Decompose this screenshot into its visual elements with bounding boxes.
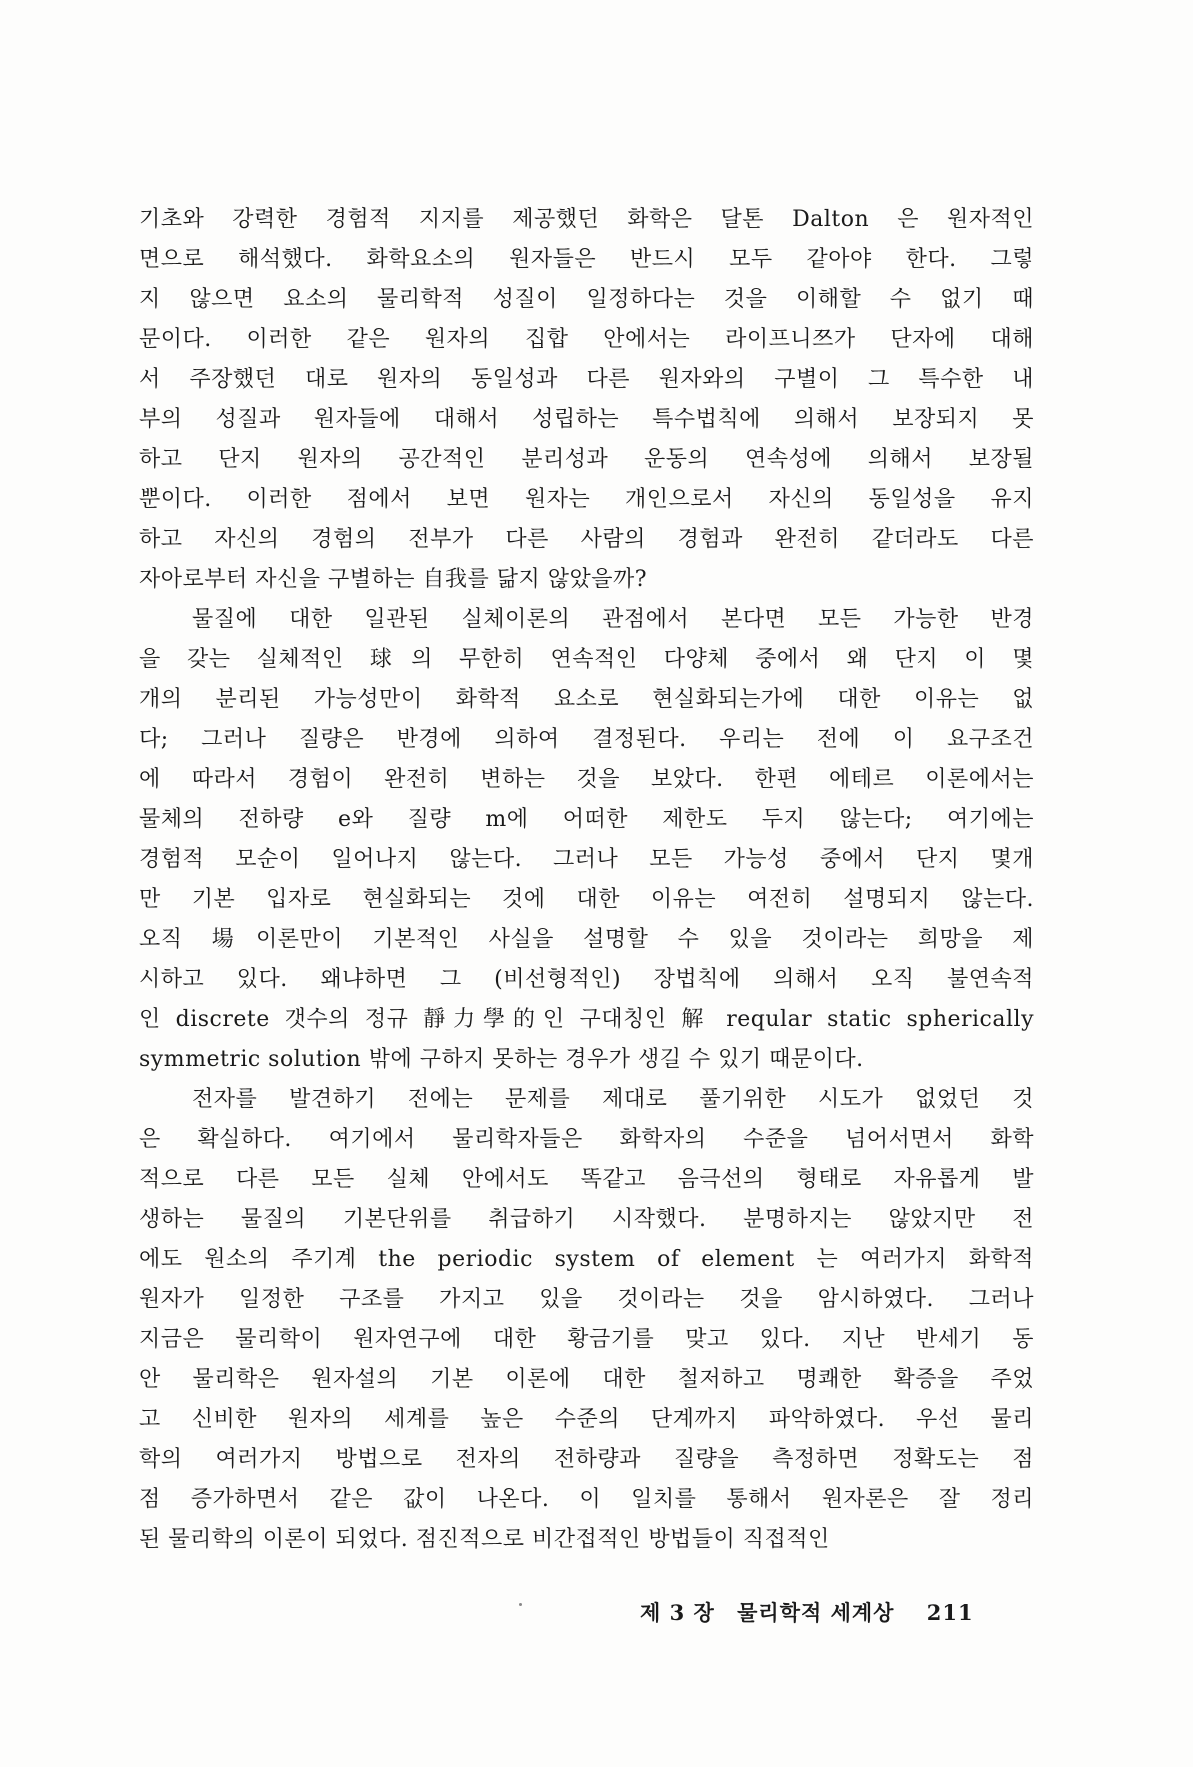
- text-line: 뿐이다. 이러한 점에서 보면 원자는 개인으로서 자신의 동일성을 유지: [139, 487, 1034, 512]
- text-line: 물질에 대한 일관된 실체이론의 관점에서 본다면 모든 가능한 반경: [192, 607, 1034, 632]
- text-line: 기초와 강력한 경험적 지지를 제공했던 화학은 달톤 Dalton 은 원자적인: [139, 207, 1034, 232]
- text-line: 경험적 모순이 일어나지 않는다. 그러나 모든 가능성 중에서 단지 몇개: [139, 847, 1034, 872]
- text-line: 자아로부터 자신을 구별하는 自我를 닮지 않았을까?: [139, 567, 648, 592]
- paragraph: [139, 200, 1034, 600]
- running-footer: [640, 1597, 974, 1627]
- text-line: 다; 그러나 질량은 반경에 의하여 결정된다. 우리는 전에 이 요구조건: [139, 727, 1034, 752]
- text-line: 오직 場이론만이 기본적인 사실을 설명할 수 있을 것이라는 희망을 제: [139, 927, 1034, 952]
- footer-chapter: 제 3 장: [640, 1600, 715, 1625]
- text-line: 점 증가하면서 같은 값이 나온다. 이 일치를 통해서 원자론은 잘 정리: [139, 1487, 1034, 1512]
- text-line: 생하는 물질의 기본단위를 취급하기 시작했다. 분명하지는 않았지만 전: [139, 1207, 1034, 1232]
- page-number: 211: [926, 1600, 974, 1625]
- text-line: 원자가 일정한 구조를 가지고 있을 것이라는 것을 암시하였다. 그러나: [139, 1287, 1034, 1312]
- footer-chapter-title: 물리학적 세계상: [737, 1600, 895, 1625]
- text-line: 부의 성질과 원자들에 대해서 성립하는 특수법칙에 의해서 보장되지 못: [139, 407, 1034, 432]
- text-line: 물체의 전하량 e와 질량 m에 어떠한 제한도 두지 않는다; 여기에는: [139, 807, 1034, 832]
- text-line: 하고 자신의 경험의 전부가 다른 사람의 경험과 완전히 같더라도 다른: [139, 527, 1034, 552]
- text-line: 에 따라서 경험이 완전히 변하는 것을 보았다. 한편 에테르 이론에서는: [139, 767, 1034, 792]
- ink-speck: [519, 1603, 522, 1606]
- text-line: 안 물리학은 원자설의 기본 이론에 대한 철저하고 명쾌한 확증을 주었: [139, 1367, 1034, 1392]
- text-line: 학의 여러가지 방법으로 전자의 전하량과 질량을 측정하면 정확도는 점: [139, 1447, 1034, 1472]
- text-line: 서 주장했던 대로 원자의 동일성과 다른 원자와의 구별이 그 특수한 내: [139, 367, 1034, 392]
- text-line: 된 물리학의 이론이 되었다. 점진적으로 비간접적인 방법들이 직접적인: [139, 1527, 830, 1552]
- text-line: 고 신비한 원자의 세계를 높은 수준의 단계까지 파악하였다. 우선 물리: [139, 1407, 1034, 1432]
- text-line: 지 않으면 요소의 물리학적 성질이 일정하다는 것을 이해할 수 없기 때: [139, 287, 1034, 312]
- text-line: 개의 분리된 가능성만이 화학적 요소로 현실화되는가에 대한 이유는 없: [139, 687, 1034, 712]
- body-text: [139, 200, 1034, 1560]
- text-line: 에도 원소의 주기계 the periodic system of element 는 여러가지 화학적: [139, 1247, 1034, 1272]
- text-line: symmetric solution 밖에 구하지 못하는 경우가 생길 수 있기 때문이다.: [139, 1047, 864, 1072]
- text-line: 만 기본 입자로 현실화되는 것에 대한 이유는 여전히 설명되지 않는다.: [139, 887, 1034, 912]
- text-line: 지금은 물리학이 원자연구에 대한 황금기를 맞고 있다. 지난 반세기 동: [139, 1327, 1034, 1352]
- text-line: 하고 단지 원자의 공간적인 분리성과 운동의 연속성에 의해서 보장될: [139, 447, 1034, 472]
- text-line: 면으로 해석했다. 화학요소의 원자들은 반드시 모두 같아야 한다. 그렇: [139, 247, 1034, 272]
- text-line: 을 갖는 실체적인 球의 무한히 연속적인 다양체 중에서 왜 단지 이 몇: [139, 647, 1034, 672]
- paragraph: [139, 1080, 1034, 1560]
- text-line: 전자를 발견하기 전에는 문제를 제대로 풀기위한 시도가 없었던 것: [192, 1087, 1034, 1112]
- text-line: 문이다. 이러한 같은 원자의 집합 안에서는 라이프니쯔가 단자에 대해: [139, 327, 1034, 352]
- text-line: 적으로 다른 모든 실체 안에서도 똑같고 음극선의 형태로 자유롭게 발: [139, 1167, 1034, 1192]
- paragraph: [139, 600, 1034, 1080]
- text-line: 인 discrete 갯수의 정규 靜力學的인 구대칭인 解 reqular static spherically: [139, 1007, 1034, 1032]
- text-line: 시하고 있다. 왜냐하면 그 (비선형적인) 장법칙에 의해서 오직 불연속적: [139, 967, 1034, 992]
- text-line: 은 확실하다. 여기에서 물리학자들은 화학자의 수준을 넘어서면서 화학: [139, 1127, 1034, 1152]
